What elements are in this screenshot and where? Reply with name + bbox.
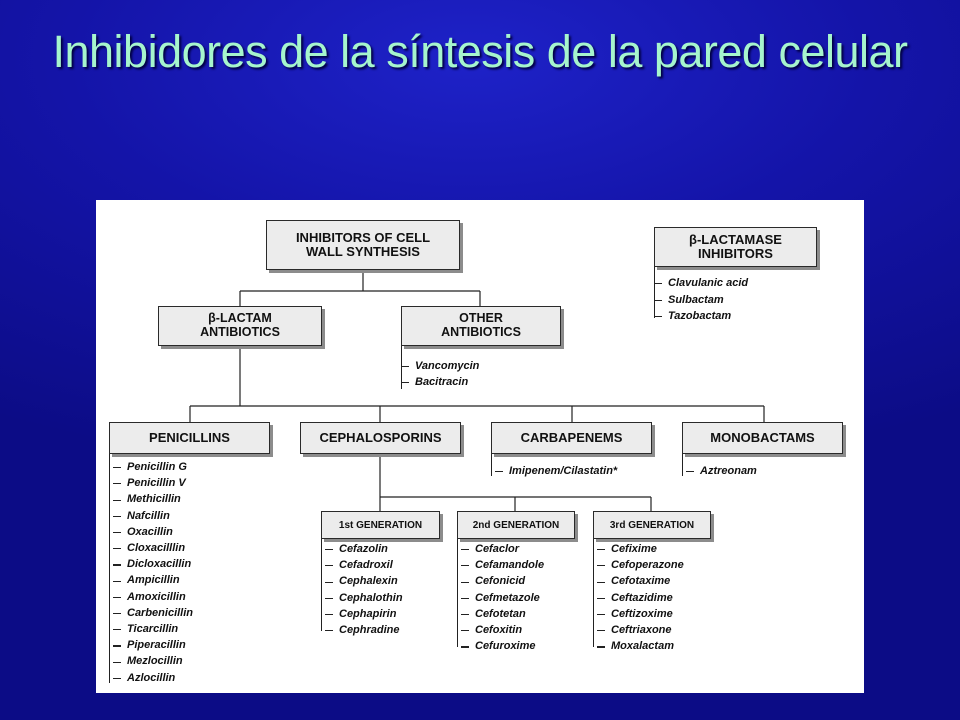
list-item: Cephradine (325, 622, 403, 638)
gen1-label: 1st GENERATION (338, 519, 423, 531)
list-item: Cefazolin (325, 541, 403, 557)
root-box (266, 220, 460, 270)
list-item: Bacitracin (401, 374, 479, 390)
penicillins-label: PENICILLINS (149, 429, 230, 445)
list-item: Cephalexin (325, 573, 403, 589)
list-item: Oxacillin (113, 524, 193, 540)
list-item: Piperacillin (113, 637, 193, 653)
list-item: Cefotetan (461, 606, 544, 622)
list-item: Cefixime (597, 541, 684, 557)
list-item: Dicloxacillin (113, 556, 193, 572)
list-item: Cephalothin (325, 590, 403, 606)
list-item: Imipenem/Cilastatin* (495, 463, 617, 479)
list-item: Aztreonam (686, 463, 757, 479)
list-item: Tazobactam (654, 308, 748, 325)
list-item: Cefaclor (461, 541, 544, 557)
classification-diagram (96, 200, 864, 693)
other-antibiotics-box (401, 306, 561, 346)
list-item: Cefotaxime (597, 573, 684, 589)
gen3-list (597, 541, 684, 654)
list-item: Penicillin V (113, 475, 193, 491)
list-item: Ceftriaxone (597, 622, 684, 638)
beta-lactam-box (158, 306, 322, 346)
gen3-label: 3rd GENERATION (609, 519, 695, 531)
list-item: Cefoxitin (461, 622, 544, 638)
beta-lactamase-list (654, 275, 748, 325)
list-item: Cefamandole (461, 557, 544, 573)
penicillins-box (109, 422, 270, 454)
other-label-line2: ANTIBIOTICS (441, 325, 521, 339)
beta-lactam-label-line2: ANTIBIOTICS (200, 325, 280, 339)
carbapenems-list (495, 463, 617, 479)
penicillins-list (113, 459, 193, 686)
cephalosporins-box (300, 422, 461, 454)
gen2-label: 2nd GENERATION (472, 519, 560, 531)
list-item: Ceftazidime (597, 590, 684, 606)
list-item: Cephapirin (325, 606, 403, 622)
monobactams-box (682, 422, 843, 454)
list-item: Azlocillin (113, 670, 193, 686)
list-item: Mezlocillin (113, 653, 193, 669)
list-item: Cefadroxil (325, 557, 403, 573)
list-item: Nafcillin (113, 508, 193, 524)
list-item: Cefonicid (461, 573, 544, 589)
other-antibiotics-list (401, 358, 479, 390)
list-item: Cefoperazone (597, 557, 684, 573)
list-item: Vancomycin (401, 358, 479, 374)
beta-lactamase-label-line2: INHIBITORS (698, 246, 773, 261)
beta-lactamase-label-line1: β-LACTAMASE (689, 231, 782, 247)
beta-lactamase-box (654, 227, 817, 267)
list-item: Moxalactam (597, 638, 684, 654)
carbapenems-label: CARBAPENEMS (520, 429, 623, 445)
gen2-list (461, 541, 544, 654)
other-label-line1: OTHER (459, 311, 503, 326)
list-item: Penicillin G (113, 459, 193, 475)
gen3-box (593, 511, 711, 539)
list-item: Ceftizoxime (597, 606, 684, 622)
list-item: Methicillin (113, 491, 193, 507)
list-item: Cloxacilllin (113, 540, 193, 556)
monobactams-list (686, 463, 757, 479)
carbapenems-box (491, 422, 652, 454)
gen2-box (457, 511, 575, 539)
list-item: Ticarcillin (113, 621, 193, 637)
cephalosporins-label: CEPHALOSPORINS (319, 429, 442, 445)
list-item: Cefuroxime (461, 638, 544, 654)
list-item: Cefmetazole (461, 590, 544, 606)
list-item: Ampicillin (113, 572, 193, 588)
monobactams-label: MONOBACTAMS (710, 429, 815, 445)
gen1-box (321, 511, 440, 539)
list-item: Sulbactam (654, 292, 748, 309)
beta-lactam-label-line1: β-LACTAM (208, 311, 272, 326)
root-label-line2: WALL SYNTHESIS (306, 244, 420, 259)
root-label-line1: INHIBITORS OF CELL (295, 229, 431, 245)
gen1-list (325, 541, 403, 638)
slide-title: Inhibidores de la síntesis de la pared celular (52, 26, 908, 77)
list-item: Carbenicillin (113, 605, 193, 621)
list-item: Amoxicillin (113, 589, 193, 605)
list-item: Clavulanic acid (654, 275, 748, 292)
